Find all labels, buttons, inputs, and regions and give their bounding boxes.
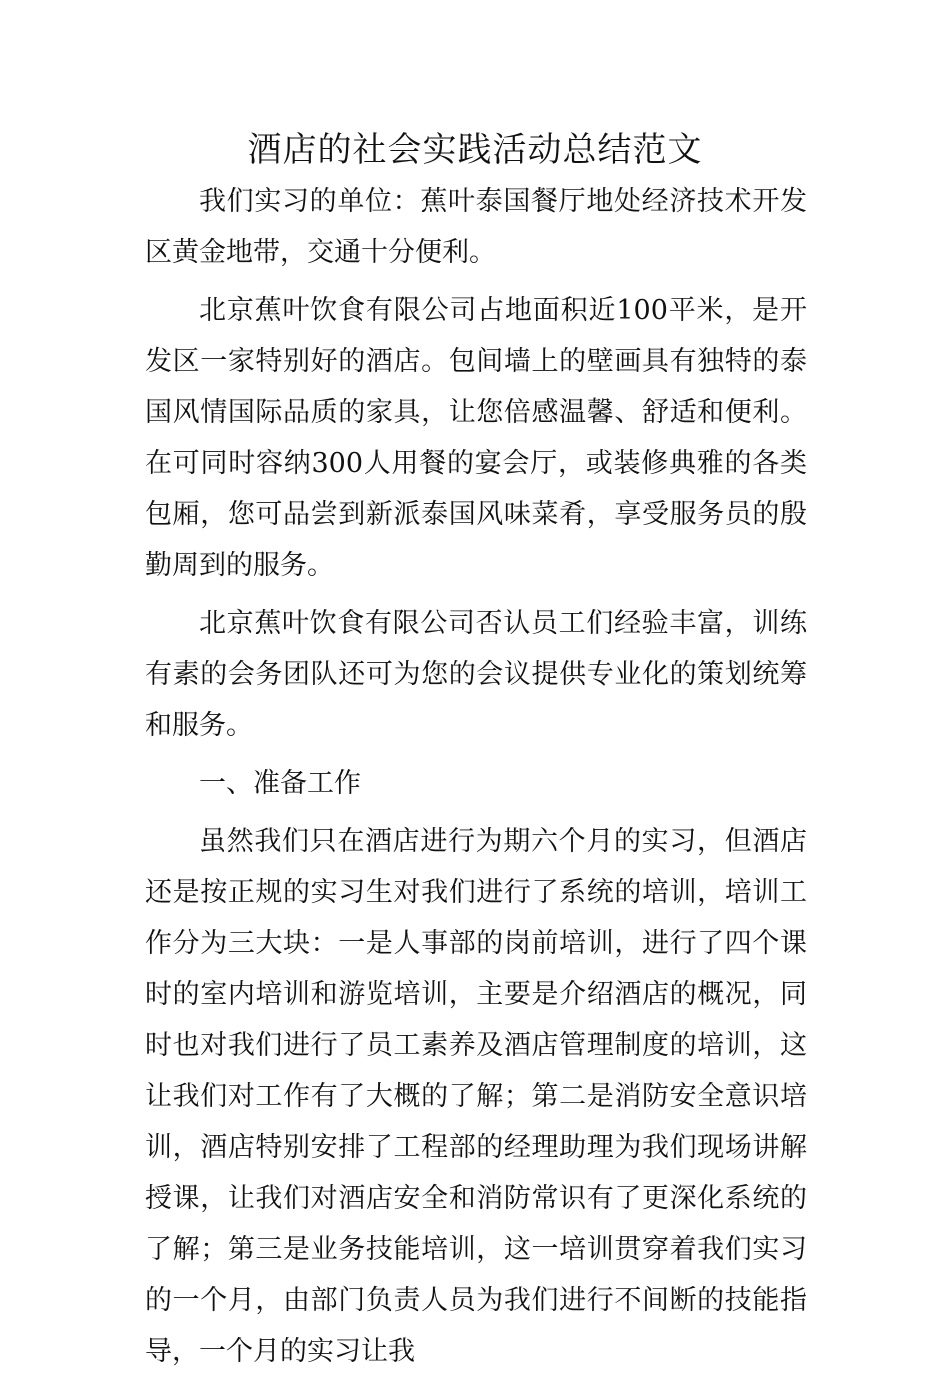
paragraph-training: 虽然我们只在酒店进行为期六个月的实习，但酒店还是按正规的实习生对我们进行了系统的培训，培训工作分为三大块：一是人事部的岗前培训，进行了四个课时的室内培训和游览培训，主要是介绍酒店的概况，同时也对我们进行了员工素养及酒店管理制度的培训，这让我们对工作有了大概的了解；第二是消防安全意识培训，酒店特别安排了工程部的经理助理为我们现场讲解授课，让我们对酒店安全和消防常识有了更深化系统的了解；第三是业务技能培训，这一培训贯穿着我们实习的一个月，由部门负责人员为我们进行不间断的技能指导，一个月的实习让我	[145, 826, 807, 1367]
paragraph-internship-unit: 我们实习的单位：蕉叶泰国餐厅地处经济技术开发区黄金地带，交通十分便利。	[145, 186, 807, 268]
section-heading-preparation: 一、准备工作	[199, 768, 361, 799]
document-title: 酒店的社会实践活动总结范文	[247, 130, 703, 170]
paragraph-meeting-team: 北京蕉叶饮食有限公司否认员工们经验丰富，训练有素的会务团队还可为您的会议提供专业化的策划统筹和服务。	[145, 608, 807, 741]
document-body	[145, 176, 807, 1377]
paragraph-company-overview: 北京蕉叶饮食有限公司占地面积近100平米，是开发区一家特别好的酒店。包间墙上的壁画具有独特的泰国风情国际品质的家具，让您倍感温馨、舒适和便利。在可同时容纳300人用餐的宴会厅，或装修典雅的各类包厢，您可品尝到新派泰国风味菜肴，享受服务员的殷勤周到的服务。	[145, 295, 807, 581]
